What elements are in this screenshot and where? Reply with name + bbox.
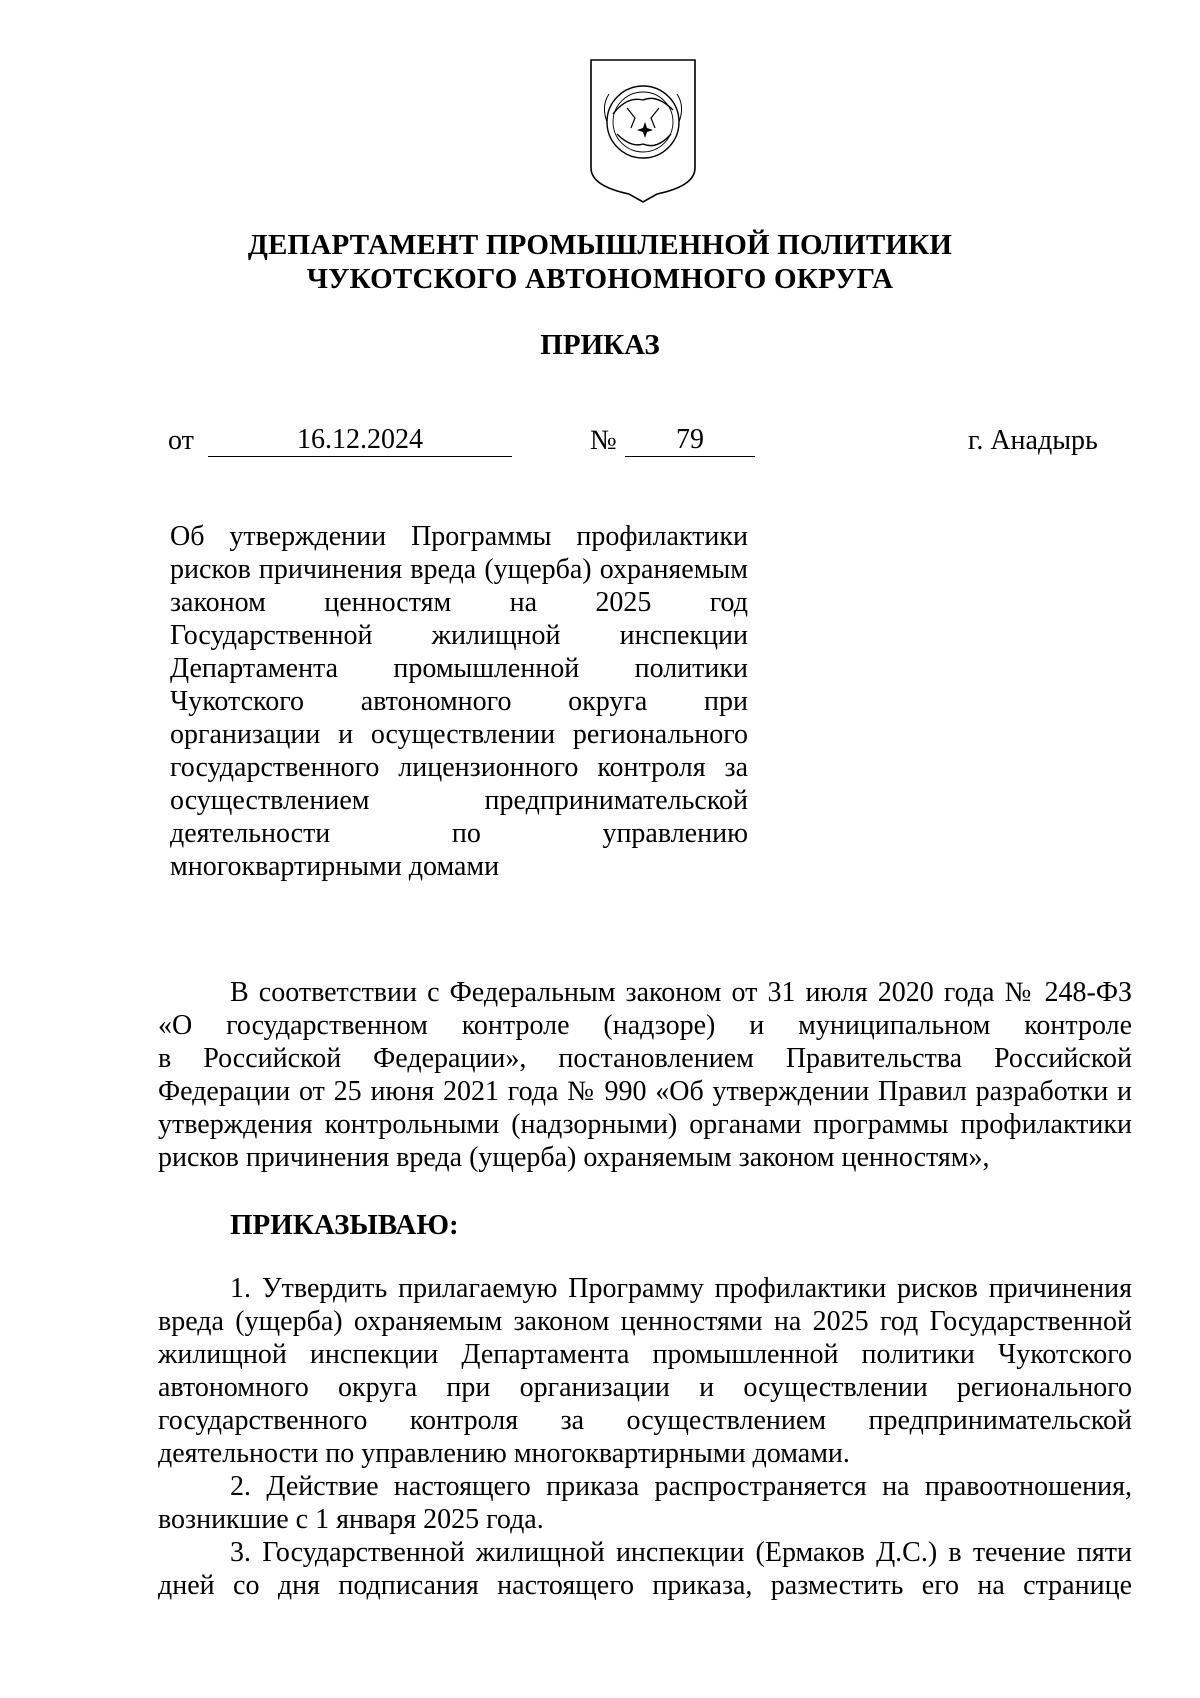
item-line: жилищной инспекции Департамента промышленной политики Чукотского (158, 1339, 1132, 1370)
item-line: 1. Утвердить прилагаемую Программу профилактики рисков причинения (230, 1273, 1132, 1304)
item-line: автономного округа при организации и осуществлении регионального (158, 1372, 1132, 1403)
preamble-paragraph (158, 976, 1132, 1174)
subject-line: Об утверждении Программы профилактики (170, 521, 748, 552)
order-subject (170, 520, 748, 883)
item-line: дней со дня подписания настоящего приказа, разместить его на странице (158, 1570, 1132, 1601)
subject-line: рисков причинения вреда (ущерба) охраняемым (170, 554, 748, 585)
item-line: 3. Государственной жилищной инспекции (Ермаков Д.С.) в течение пяти (230, 1537, 1132, 1568)
item-line: 2. Действие настоящего приказа распространяется на правоотношения, (230, 1471, 1132, 1502)
subject-line: Департамента промышленной политики (170, 653, 748, 684)
subject-line: законом ценностям на 2025 год (170, 587, 748, 618)
subject-line: организации и осуществлении регионального (170, 719, 748, 750)
order-item-2 (158, 1470, 1132, 1536)
organization-line-2: ЧУКОТСКОГО АВТОНОМНОГО ОКРУГА (306, 263, 894, 295)
subject-line: осуществлением предпринимательской (170, 785, 748, 816)
organization-name (0, 228, 1200, 296)
preamble-line: В соответствии с Федеральным законом от 31 июля 2020 года № 248-ФЗ (230, 977, 1132, 1008)
preamble-line: в Российской Федерации», постановлением Правительства Российской (158, 1043, 1132, 1074)
preamble-line: Федерации от 25 июня 2021 года № 990 «Об утверждении Правил разработки и (158, 1076, 1132, 1107)
order-word: ПРИКАЗЫВАЮ: (230, 1209, 459, 1241)
item-line: возникшие с 1 января 2025 года. (158, 1504, 544, 1535)
document-type: ПРИКАЗ (540, 329, 660, 361)
city: г. Анадырь (968, 425, 1098, 456)
item-line: деятельности по управлению многоквартирными домами. (158, 1438, 850, 1469)
preamble-line: утверждения контрольными (надзорными) органами программы профилактики (158, 1109, 1132, 1140)
date-label: от (168, 425, 194, 456)
preamble-line: «О государственном контроле (надзоре) и муниципальном контроле (158, 1010, 1132, 1041)
order-item-3 (158, 1536, 1132, 1602)
coat-of-arms-icon (587, 56, 699, 206)
subject-line: многоквартирными домами (170, 851, 500, 882)
order-date: 16.12.2024 (208, 424, 512, 457)
subject-line: деятельности по управлению (170, 818, 748, 849)
order-number: 79 (625, 424, 755, 457)
subject-line: Государственной жилищной инспекции (170, 620, 748, 651)
subject-line: государственного лицензионного контроля за (170, 752, 748, 783)
preamble-line: рисков причинения вреда (ущерба) охраняемым законом ценностям», (158, 1142, 990, 1173)
subject-line: Чукотского автономного округа при (170, 686, 748, 717)
order-item-1 (158, 1272, 1132, 1470)
item-line: вреда (ущерба) охраняемым законом ценностями на 2025 год Государственной (158, 1306, 1132, 1337)
organization-line-1: ДЕПАРТАМЕНТ ПРОМЫШЛЕННОЙ ПОЛИТИКИ (247, 229, 953, 261)
number-label: № (590, 425, 617, 456)
item-line: государственного контроля за осуществлением предпринимательской (158, 1405, 1132, 1436)
